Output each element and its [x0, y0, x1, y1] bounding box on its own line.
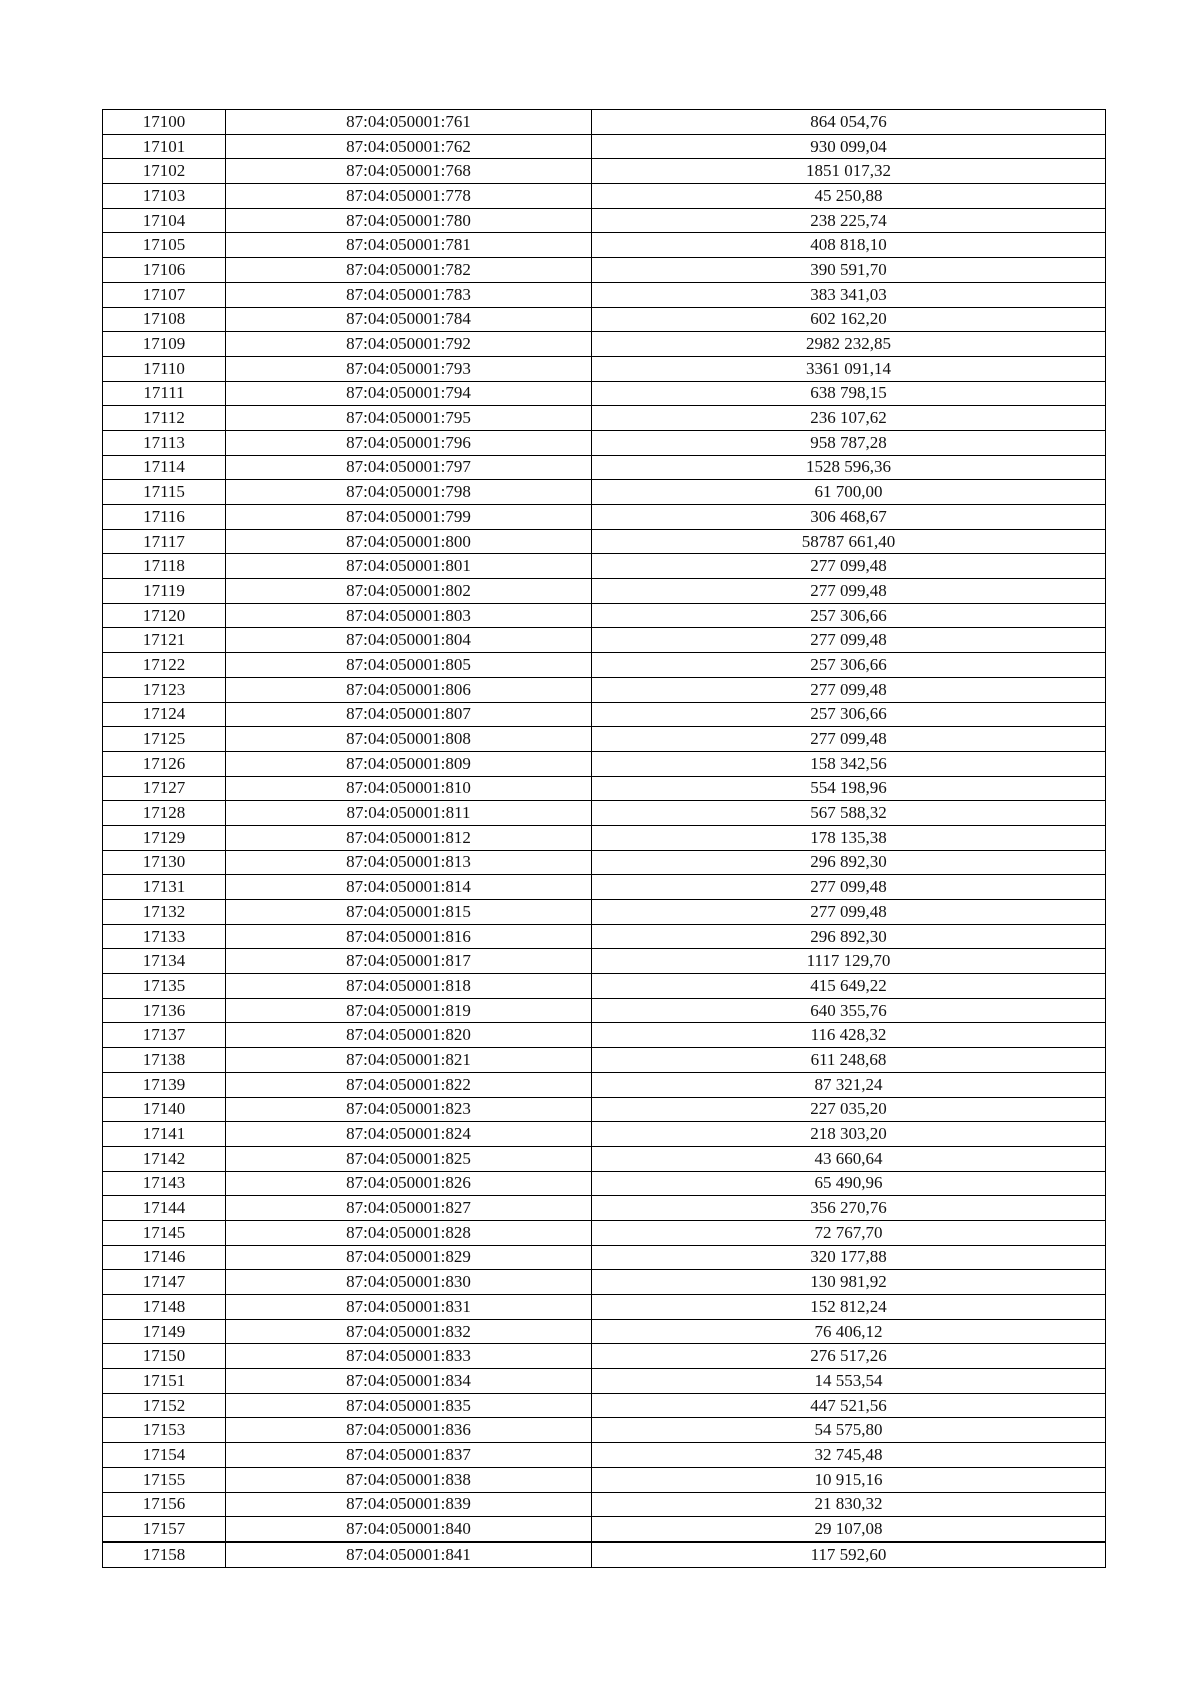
cadastral-value-cell: 10 915,16 [592, 1467, 1106, 1492]
row-number-cell: 17120 [103, 603, 226, 628]
row-number-cell: 17145 [103, 1220, 226, 1245]
row-number-cell: 17114 [103, 455, 226, 480]
row-number-cell: 17144 [103, 1196, 226, 1221]
row-number-cell: 17146 [103, 1245, 226, 1270]
table-row [103, 208, 1106, 233]
table-row [103, 455, 1106, 480]
table-row [103, 850, 1106, 875]
table-row [103, 184, 1106, 209]
cadastral-value-cell: 277 099,48 [592, 554, 1106, 579]
row-number-cell: 17154 [103, 1443, 226, 1468]
cadastral-number-cell: 87:04:050001:808 [226, 727, 592, 752]
row-number-cell: 17142 [103, 1146, 226, 1171]
cadastral-number-cell: 87:04:050001:830 [226, 1270, 592, 1295]
row-number-cell: 17124 [103, 702, 226, 727]
row-number-cell: 17132 [103, 900, 226, 925]
cadastral-value-cell: 277 099,48 [592, 579, 1106, 604]
row-number-cell: 17152 [103, 1393, 226, 1418]
table-row [103, 1295, 1106, 1320]
table-row [103, 974, 1106, 999]
row-number-cell: 17117 [103, 529, 226, 554]
table-row [103, 307, 1106, 332]
cadastral-number-cell: 87:04:050001:836 [226, 1418, 592, 1443]
cadastral-number-cell: 87:04:050001:795 [226, 406, 592, 431]
cadastral-number-cell: 87:04:050001:799 [226, 505, 592, 530]
row-number-cell: 17156 [103, 1492, 226, 1517]
cadastral-number-cell: 87:04:050001:796 [226, 430, 592, 455]
cadastral-number-cell: 87:04:050001:807 [226, 702, 592, 727]
row-number-cell: 17104 [103, 208, 226, 233]
table-row [103, 258, 1106, 283]
row-number-cell: 17101 [103, 134, 226, 159]
cadastral-value-table [102, 109, 1106, 1568]
row-number-cell: 17155 [103, 1467, 226, 1492]
row-number-cell: 17140 [103, 1097, 226, 1122]
table-row [103, 1467, 1106, 1492]
cadastral-number-cell: 87:04:050001:828 [226, 1220, 592, 1245]
table-row [103, 949, 1106, 974]
table-row [103, 406, 1106, 431]
table-row [103, 1542, 1106, 1567]
cadastral-number-cell: 87:04:050001:816 [226, 924, 592, 949]
cadastral-value-cell: 76 406,12 [592, 1319, 1106, 1344]
row-number-cell: 17137 [103, 1023, 226, 1048]
row-number-cell: 17112 [103, 406, 226, 431]
table-row [103, 134, 1106, 159]
row-number-cell: 17111 [103, 381, 226, 406]
table-row [103, 233, 1106, 258]
cadastral-value-cell: 227 035,20 [592, 1097, 1106, 1122]
cadastral-value-cell: 152 812,24 [592, 1295, 1106, 1320]
table-row [103, 480, 1106, 505]
cadastral-value-cell: 611 248,68 [592, 1048, 1106, 1073]
cadastral-number-cell: 87:04:050001:810 [226, 776, 592, 801]
table-row [103, 1369, 1106, 1394]
cadastral-value-cell: 257 306,66 [592, 603, 1106, 628]
row-number-cell: 17148 [103, 1295, 226, 1320]
table-row [103, 1220, 1106, 1245]
table-row [103, 332, 1106, 357]
cadastral-value-cell: 218 303,20 [592, 1122, 1106, 1147]
cadastral-value-cell: 958 787,28 [592, 430, 1106, 455]
table-row [103, 381, 1106, 406]
row-number-cell: 17130 [103, 850, 226, 875]
cadastral-value-cell: 3361 091,14 [592, 356, 1106, 381]
cadastral-value-cell: 130 981,92 [592, 1270, 1106, 1295]
row-number-cell: 17121 [103, 628, 226, 653]
cadastral-value-cell: 306 468,67 [592, 505, 1106, 530]
row-number-cell: 17138 [103, 1048, 226, 1073]
cadastral-value-cell: 277 099,48 [592, 900, 1106, 925]
cadastral-number-cell: 87:04:050001:818 [226, 974, 592, 999]
row-number-cell: 17122 [103, 653, 226, 678]
cadastral-number-cell: 87:04:050001:782 [226, 258, 592, 283]
cadastral-value-cell: 638 798,15 [592, 381, 1106, 406]
cadastral-number-cell: 87:04:050001:797 [226, 455, 592, 480]
table-row [103, 529, 1106, 554]
table-row [103, 1146, 1106, 1171]
row-number-cell: 17129 [103, 825, 226, 850]
cadastral-value-cell: 72 767,70 [592, 1220, 1106, 1245]
table-row [103, 998, 1106, 1023]
cadastral-number-cell: 87:04:050001:805 [226, 653, 592, 678]
row-number-cell: 17141 [103, 1122, 226, 1147]
table-row [103, 653, 1106, 678]
row-number-cell: 17113 [103, 430, 226, 455]
cadastral-number-cell: 87:04:050001:784 [226, 307, 592, 332]
table-row [103, 1245, 1106, 1270]
cadastral-number-cell: 87:04:050001:833 [226, 1344, 592, 1369]
row-number-cell: 17110 [103, 356, 226, 381]
row-number-cell: 17147 [103, 1270, 226, 1295]
table-row [103, 900, 1106, 925]
cadastral-number-cell: 87:04:050001:793 [226, 356, 592, 381]
cadastral-number-cell: 87:04:050001:832 [226, 1319, 592, 1344]
cadastral-number-cell: 87:04:050001:778 [226, 184, 592, 209]
cadastral-value-cell: 1528 596,36 [592, 455, 1106, 480]
cadastral-number-cell: 87:04:050001:794 [226, 381, 592, 406]
row-number-cell: 17119 [103, 579, 226, 604]
cadastral-number-cell: 87:04:050001:780 [226, 208, 592, 233]
table-row [103, 1171, 1106, 1196]
table-row [103, 1122, 1106, 1147]
cadastral-number-cell: 87:04:050001:820 [226, 1023, 592, 1048]
cadastral-value-cell: 2982 232,85 [592, 332, 1106, 357]
table-row [103, 110, 1106, 135]
cadastral-value-cell: 930 099,04 [592, 134, 1106, 159]
cadastral-number-cell: 87:04:050001:783 [226, 282, 592, 307]
row-number-cell: 17139 [103, 1072, 226, 1097]
cadastral-number-cell: 87:04:050001:800 [226, 529, 592, 554]
row-number-cell: 17150 [103, 1344, 226, 1369]
cadastral-value-cell: 356 270,76 [592, 1196, 1106, 1221]
row-number-cell: 17158 [103, 1542, 226, 1567]
cadastral-value-cell: 1851 017,32 [592, 159, 1106, 184]
row-number-cell: 17106 [103, 258, 226, 283]
cadastral-value-cell: 257 306,66 [592, 702, 1106, 727]
row-number-cell: 17123 [103, 677, 226, 702]
table-row [103, 1023, 1106, 1048]
cadastral-number-cell: 87:04:050001:801 [226, 554, 592, 579]
cadastral-number-cell: 87:04:050001:821 [226, 1048, 592, 1073]
cadastral-value-cell: 277 099,48 [592, 875, 1106, 900]
row-number-cell: 17136 [103, 998, 226, 1023]
row-number-cell: 17103 [103, 184, 226, 209]
cadastral-value-cell: 415 649,22 [592, 974, 1106, 999]
table-row [103, 702, 1106, 727]
table-row [103, 579, 1106, 604]
cadastral-value-cell: 87 321,24 [592, 1072, 1106, 1097]
cadastral-number-cell: 87:04:050001:814 [226, 875, 592, 900]
cadastral-value-cell: 158 342,56 [592, 751, 1106, 776]
cadastral-value-cell: 296 892,30 [592, 850, 1106, 875]
cadastral-value-cell: 320 177,88 [592, 1245, 1106, 1270]
row-number-cell: 17125 [103, 727, 226, 752]
cadastral-number-cell: 87:04:050001:834 [226, 1369, 592, 1394]
cadastral-value-cell: 276 517,26 [592, 1344, 1106, 1369]
cadastral-number-cell: 87:04:050001:781 [226, 233, 592, 258]
row-number-cell: 17127 [103, 776, 226, 801]
row-number-cell: 17116 [103, 505, 226, 530]
cadastral-number-cell: 87:04:050001:839 [226, 1492, 592, 1517]
row-number-cell: 17108 [103, 307, 226, 332]
cadastral-number-cell: 87:04:050001:811 [226, 801, 592, 826]
cadastral-value-cell: 257 306,66 [592, 653, 1106, 678]
table-row [103, 1072, 1106, 1097]
table-row [103, 1443, 1106, 1468]
row-number-cell: 17157 [103, 1517, 226, 1542]
cadastral-number-cell: 87:04:050001:803 [226, 603, 592, 628]
table-row [103, 677, 1106, 702]
table-row [103, 159, 1106, 184]
table-row [103, 282, 1106, 307]
cadastral-value-cell: 602 162,20 [592, 307, 1106, 332]
cadastral-value-cell: 296 892,30 [592, 924, 1106, 949]
cadastral-number-cell: 87:04:050001:829 [226, 1245, 592, 1270]
row-number-cell: 17109 [103, 332, 226, 357]
cadastral-value-cell: 1117 129,70 [592, 949, 1106, 974]
row-number-cell: 17151 [103, 1369, 226, 1394]
cadastral-number-cell: 87:04:050001:762 [226, 134, 592, 159]
row-number-cell: 17105 [103, 233, 226, 258]
table-row [103, 751, 1106, 776]
cadastral-value-cell: 14 553,54 [592, 1369, 1106, 1394]
cadastral-value-cell: 236 107,62 [592, 406, 1106, 431]
cadastral-number-cell: 87:04:050001:813 [226, 850, 592, 875]
table-row [103, 505, 1106, 530]
cadastral-value-cell: 238 225,74 [592, 208, 1106, 233]
cadastral-value-cell: 58787 661,40 [592, 529, 1106, 554]
table-row [103, 1418, 1106, 1443]
cadastral-value-cell: 447 521,56 [592, 1393, 1106, 1418]
table-row [103, 875, 1106, 900]
cadastral-number-cell: 87:04:050001:804 [226, 628, 592, 653]
cadastral-value-cell: 178 135,38 [592, 825, 1106, 850]
table-row [103, 1270, 1106, 1295]
table-row [103, 825, 1106, 850]
cadastral-value-cell: 408 818,10 [592, 233, 1106, 258]
cadastral-number-cell: 87:04:050001:822 [226, 1072, 592, 1097]
cadastral-number-cell: 87:04:050001:806 [226, 677, 592, 702]
row-number-cell: 17107 [103, 282, 226, 307]
row-number-cell: 17149 [103, 1319, 226, 1344]
row-number-cell: 17133 [103, 924, 226, 949]
cadastral-number-cell: 87:04:050001:827 [226, 1196, 592, 1221]
cadastral-number-cell: 87:04:050001:802 [226, 579, 592, 604]
table-row [103, 727, 1106, 752]
cadastral-value-cell: 277 099,48 [592, 628, 1106, 653]
cadastral-value-cell: 383 341,03 [592, 282, 1106, 307]
cadastral-number-cell: 87:04:050001:837 [226, 1443, 592, 1468]
cadastral-value-cell: 567 588,32 [592, 801, 1106, 826]
table-row [103, 1517, 1106, 1542]
table-row [103, 1393, 1106, 1418]
cadastral-number-cell: 87:04:050001:817 [226, 949, 592, 974]
cadastral-value-cell: 277 099,48 [592, 677, 1106, 702]
cadastral-value-cell: 45 250,88 [592, 184, 1106, 209]
cadastral-value-cell: 32 745,48 [592, 1443, 1106, 1468]
row-number-cell: 17118 [103, 554, 226, 579]
cadastral-number-cell: 87:04:050001:809 [226, 751, 592, 776]
cadastral-number-cell: 87:04:050001:841 [226, 1542, 592, 1567]
row-number-cell: 17115 [103, 480, 226, 505]
row-number-cell: 17143 [103, 1171, 226, 1196]
table-row [103, 776, 1106, 801]
cadastral-number-cell: 87:04:050001:838 [226, 1467, 592, 1492]
table-row [103, 1492, 1106, 1517]
row-number-cell: 17153 [103, 1418, 226, 1443]
cadastral-value-cell: 65 490,96 [592, 1171, 1106, 1196]
cadastral-value-cell: 390 591,70 [592, 258, 1106, 283]
cadastral-number-cell: 87:04:050001:812 [226, 825, 592, 850]
cadastral-value-cell: 29 107,08 [592, 1517, 1106, 1542]
cadastral-number-cell: 87:04:050001:825 [226, 1146, 592, 1171]
cadastral-number-cell: 87:04:050001:824 [226, 1122, 592, 1147]
cadastral-number-cell: 87:04:050001:768 [226, 159, 592, 184]
row-number-cell: 17128 [103, 801, 226, 826]
cadastral-value-cell: 554 198,96 [592, 776, 1106, 801]
row-number-cell: 17100 [103, 110, 226, 135]
row-number-cell: 17102 [103, 159, 226, 184]
cadastral-number-cell: 87:04:050001:761 [226, 110, 592, 135]
table-row [103, 1319, 1106, 1344]
table-row [103, 628, 1106, 653]
cadastral-value-cell: 43 660,64 [592, 1146, 1106, 1171]
row-number-cell: 17126 [103, 751, 226, 776]
cadastral-value-cell: 54 575,80 [592, 1418, 1106, 1443]
cadastral-number-cell: 87:04:050001:815 [226, 900, 592, 925]
row-number-cell: 17134 [103, 949, 226, 974]
table-row [103, 801, 1106, 826]
cadastral-value-cell: 864 054,76 [592, 110, 1106, 135]
table-row [103, 430, 1106, 455]
cadastral-number-cell: 87:04:050001:823 [226, 1097, 592, 1122]
table-row [103, 924, 1106, 949]
cadastral-value-cell: 640 355,76 [592, 998, 1106, 1023]
cadastral-value-cell: 21 830,32 [592, 1492, 1106, 1517]
cadastral-number-cell: 87:04:050001:840 [226, 1517, 592, 1542]
table-row [103, 1196, 1106, 1221]
table-row [103, 1048, 1106, 1073]
cadastral-value-cell: 277 099,48 [592, 727, 1106, 752]
cadastral-value-cell: 61 700,00 [592, 480, 1106, 505]
cadastral-number-cell: 87:04:050001:792 [226, 332, 592, 357]
table-row [103, 1344, 1106, 1369]
cadastral-number-cell: 87:04:050001:819 [226, 998, 592, 1023]
table-row [103, 356, 1106, 381]
table-row [103, 554, 1106, 579]
table-row [103, 603, 1106, 628]
table-row [103, 1097, 1106, 1122]
cadastral-number-cell: 87:04:050001:826 [226, 1171, 592, 1196]
row-number-cell: 17135 [103, 974, 226, 999]
row-number-cell: 17131 [103, 875, 226, 900]
cadastral-number-cell: 87:04:050001:835 [226, 1393, 592, 1418]
cadastral-number-cell: 87:04:050001:798 [226, 480, 592, 505]
cadastral-value-cell: 116 428,32 [592, 1023, 1106, 1048]
cadastral-value-cell: 117 592,60 [592, 1542, 1106, 1567]
table-body [103, 110, 1106, 1568]
cadastral-number-cell: 87:04:050001:831 [226, 1295, 592, 1320]
